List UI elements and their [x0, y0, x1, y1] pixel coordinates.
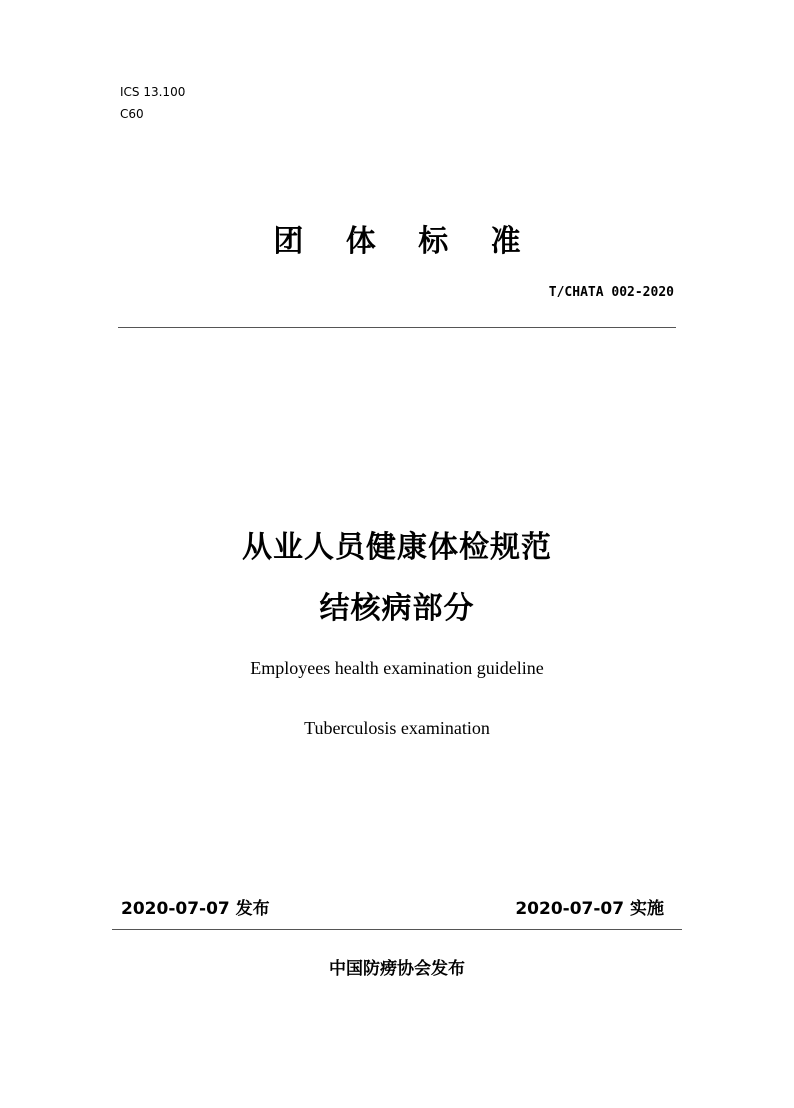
issue-date: 2020-07-07 发布 [121, 899, 270, 919]
title-english-line-1: Employees health examination guideline [250, 658, 544, 678]
ics-code: ICS 13.100 [120, 85, 186, 99]
ccs-code: C60 [120, 107, 144, 121]
title-chinese-line-1: 从业人员健康体检规范 [242, 530, 552, 565]
title-english-line-2: Tuberculosis examination [304, 718, 490, 738]
publisher: 中国防痨协会发布 [329, 959, 465, 979]
top-divider [118, 327, 676, 328]
title-chinese-line-2: 结核病部分 [319, 591, 475, 626]
standard-number: T/CHATA 002-2020 [548, 285, 674, 300]
standard-type-heading: 团 体 标 准 [273, 224, 537, 259]
bottom-divider [112, 929, 682, 930]
implementation-date: 2020-07-07 实施 [515, 899, 664, 919]
